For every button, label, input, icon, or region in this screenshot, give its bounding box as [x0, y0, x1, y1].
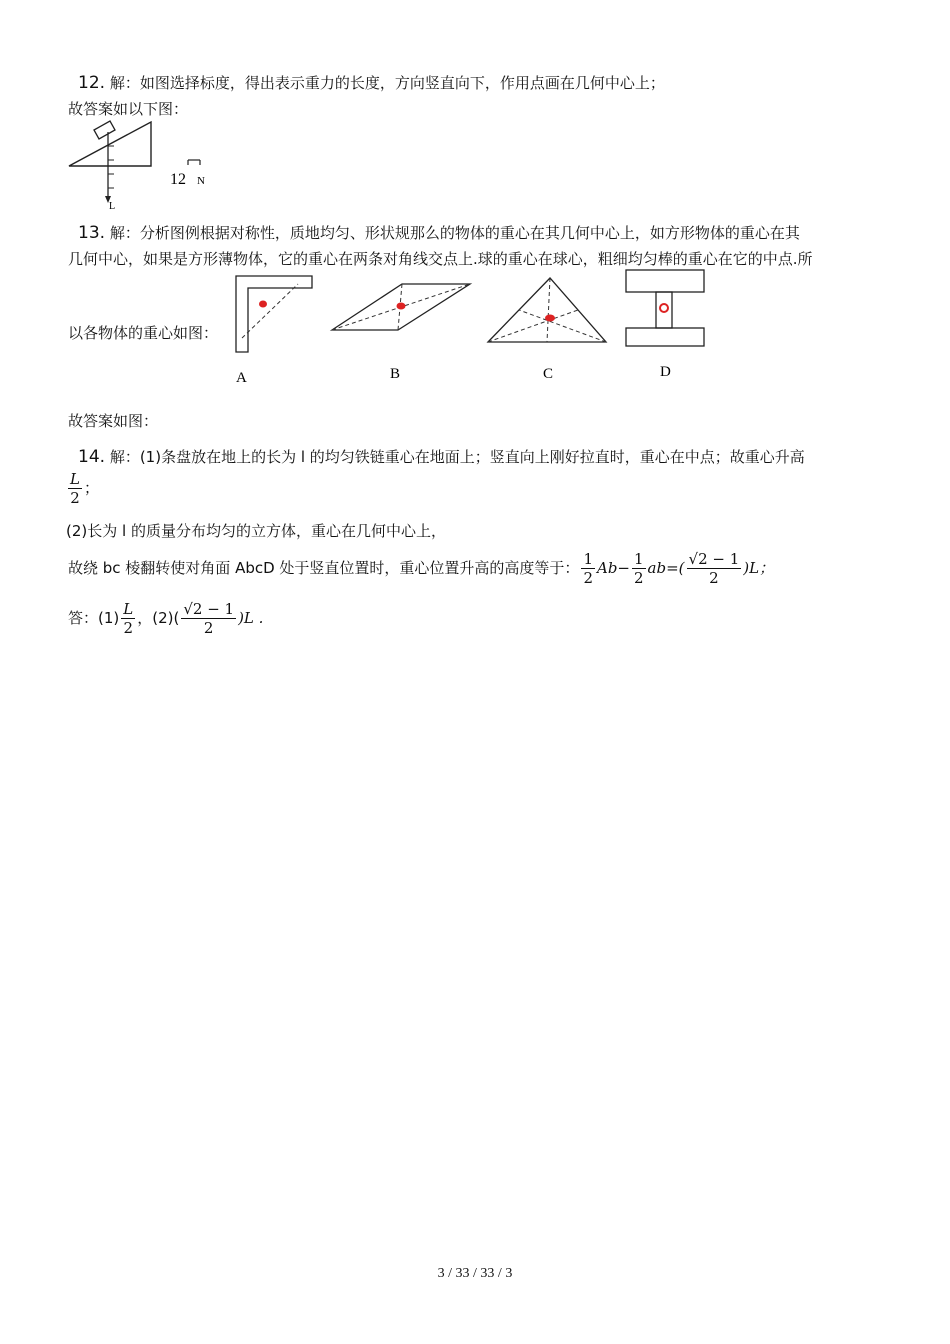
term-close-L: )L；	[743, 559, 775, 577]
label-d: D	[660, 364, 671, 380]
q13-line1	[78, 222, 800, 243]
q13-line4: 故答案如图：	[68, 412, 159, 430]
fraction-one-half-a: $\frac{1}{2}$	[583, 550, 593, 587]
answer-fraction-L-over-2: $\frac{L}{2}$	[123, 600, 134, 637]
semicolon: ；	[83, 479, 99, 497]
q14-number: 14.	[78, 447, 106, 467]
fraction-L-over-2: $\frac{L}{2}$	[70, 470, 80, 507]
q14-answer	[68, 596, 263, 640]
q13-text: 解：分析图例根据对称性，质地均匀、形状规那么的物体的重心在其几何中心上，如方形物体的重心在其	[105, 224, 800, 242]
force-label: L	[109, 201, 116, 210]
scale-value: 12	[170, 171, 186, 188]
q13-line2: 几何中心，如果是方形薄物体，它的重心在两条对角线交点上.球的重心在球心，粗细均匀棒的重心在它的中点.所	[68, 250, 813, 268]
figure-c-triangle	[488, 278, 606, 342]
q13-number: 13.	[78, 223, 106, 243]
q14-line3: (2)长为 l 的质量分布均匀的立方体，重心在几何中心上，	[66, 522, 446, 540]
q14-text: 解：(1)条盘放在地上的长为 l 的均匀铁链重心在地面上；竖直向上刚好拉直时，重心在中点；故重心升高	[105, 448, 805, 466]
q14-line4-text: 故绕 bc 棱翻转使对角面 AbcD 处于竖直位置时，重心位置升高的高度等于：	[68, 559, 580, 577]
figure-a-l-shape	[236, 276, 312, 352]
q13-figures	[228, 266, 718, 390]
answer-mid: ，(2)(	[137, 609, 180, 627]
q12-line1	[78, 72, 665, 93]
answer-prefix: 答：(1)	[68, 609, 120, 627]
term-Ab: Ab	[596, 559, 618, 577]
fraction-one-half-b: $\frac{1}{2}$	[634, 550, 644, 587]
scale-unit: N	[197, 175, 205, 187]
q14-line4	[68, 546, 774, 590]
figure-b-parallelogram	[332, 284, 470, 330]
fraction-sqrt2-minus-1: $\frac{√2 - 1}{2}$	[688, 550, 740, 587]
q13-line3: 以各物体的重心如图：	[68, 324, 219, 342]
figure-d-i-beam	[626, 270, 704, 346]
q12-number: 12.	[78, 73, 106, 93]
q12-figure-incline	[66, 118, 216, 210]
page-footer: 3 / 33 / 33 / 3	[437, 1266, 513, 1281]
q12-line2: 故答案如以下图：	[68, 100, 189, 118]
label-a: A	[236, 370, 247, 386]
label-c: C	[543, 366, 554, 382]
minus-sign: −	[617, 559, 630, 577]
label-b: B	[390, 366, 401, 382]
q14-line1	[78, 446, 805, 467]
q14-line2	[66, 470, 99, 507]
term-ab-eq: ab=(	[647, 559, 685, 577]
q12-text: 解：如图选择标度，得出表示重力的长度，方向竖直向下，作用点画在几何中心上；	[105, 74, 665, 92]
answer-fraction-sqrt2: $\frac{√2 - 1}{2}$	[183, 600, 235, 637]
answer-end: )L .	[238, 609, 264, 627]
